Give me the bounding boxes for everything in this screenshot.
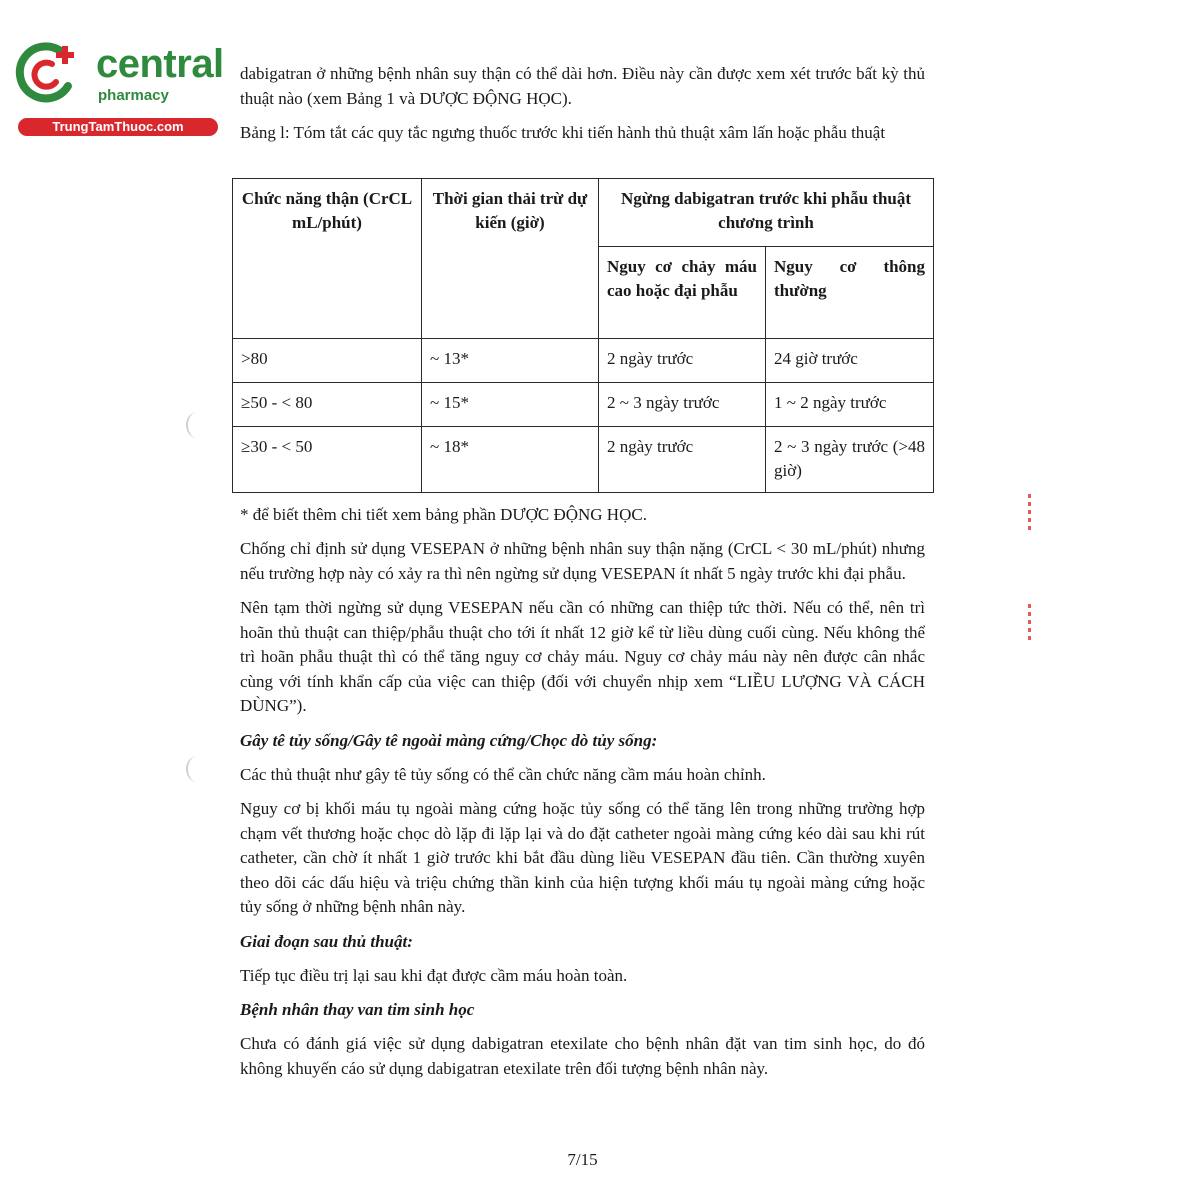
cell-half-life: ~ 15*: [422, 383, 599, 427]
punch-hole-mark: [186, 756, 208, 782]
heading-bioprosthetic-valve: Bệnh nhân thay van tim sinh học: [240, 1000, 475, 1019]
brand-name: central: [96, 42, 224, 86]
header-high-risk: Nguy cơ chảy máu cao hoặc đại phẫu: [599, 247, 766, 339]
cell-renal: ≥30 - < 50: [233, 427, 422, 493]
page-number: 7/15: [567, 1150, 598, 1169]
header-renal: Chức năng thận (CrCL mL/phút): [233, 179, 422, 339]
header-stop-group: Ngừng dabigatran trước khi phẫu thuật chương trình: [599, 179, 934, 247]
edge-mark: [1028, 604, 1031, 640]
paragraph-hematoma-risk: Nguy cơ bị khối máu tụ ngoài màng cứng hoặc tủy sống có thể tăng lên trong những trường hợp chạm vết thương hoặc chọc dò lặp đi lặp lại và do đặt catheter ngoài màng cứng kéo dài sau khi rút catheter, cần chờ ít nhất 1 giờ trước khi bắt đầu dùng liều VESEPAN đầu tiên. Cần thường xuyên theo dõi các dấu hiệu và triệu chứng thần kinh của hiện tượng khối máu tụ ngoài màng cứng hoặc tủy sống ở những bệnh nhân này.: [240, 799, 925, 916]
table-row: [233, 383, 934, 427]
punch-hole-mark: [186, 412, 208, 438]
table-footnote: * để biết thêm chi tiết xem bảng phần DƯỢC ĐỘNG HỌC.: [240, 505, 647, 524]
document-top: [240, 62, 925, 156]
paragraph-interruption: Nên tạm thời ngừng sử dụng VESEPAN nếu cần có những can thiệp tức thời. Nếu có thể, nên trì hoãn thủ thuật can thiệp/phẫu thuật cho tới ít nhất 12 giờ kể từ liều dùng cuối cùng. Nếu không thể trì hoãn phẫu thuật thì có thể tăng nguy cơ chảy máu. Nguy cơ chảy máu này nên được cân nhắc cùng với tính khẩn cấp của việc can thiệp (đối với chuyển nhịp xem “LIỀU LƯỢNG VÀ CÁCH DÙNG”).: [240, 598, 925, 715]
paragraph-spinal-procedures: Các thủ thuật như gây tê tủy sống có thể cần chức năng cầm máu hoàn chỉnh.: [240, 764, 766, 784]
document-body: [240, 537, 925, 1091]
heading-spinal-anesthesia: Gây tê tủy sống/Gây tê ngoài màng cứng/Chọc dò tủy sống:: [240, 730, 658, 750]
cell-high-risk: 2 ~ 3 ngày trước: [599, 383, 766, 427]
site-badge: TrungTamThuoc.com: [18, 118, 218, 136]
paragraph-valve-recommendation: Chưa có đánh giá việc sử dụng dabigatran etexilate cho bệnh nhân đặt van tim sinh học, do đó không khuyến cáo sử dụng dabigatran etexilate trên đối tượng bệnh nhân này.: [240, 1034, 925, 1078]
heading-post-procedure: Giai đoạn sau thủ thuật:: [240, 931, 413, 951]
table-row: [233, 339, 934, 383]
cell-standard-risk: 2 ~ 3 ngày trước (>48 giờ): [766, 427, 934, 493]
brand-logo: [10, 38, 224, 138]
cell-renal: ≥50 - < 80: [233, 383, 422, 427]
cell-high-risk: 2 ngày trước: [599, 427, 766, 493]
central-pharmacy-logo-icon: [10, 38, 82, 110]
discontinuation-table: [232, 178, 934, 493]
cell-renal: >80: [233, 339, 422, 383]
cell-standard-risk: 1 ~ 2 ngày trước: [766, 383, 934, 427]
edge-mark: [1028, 494, 1031, 530]
cell-half-life: ~ 13*: [422, 339, 599, 383]
intro-paragraph: dabigatran ở những bệnh nhân suy thận có thể dài hơn. Điều này cần được xem xét trước bất kỳ thủ thuật nào (xem Bảng 1 và DƯỢC ĐỘNG HỌC).: [240, 64, 925, 108]
header-standard-risk: Nguy cơ thông thường: [766, 247, 934, 339]
table-row: [233, 427, 934, 493]
header-half-life: Thời gian thải trừ dự kiến (giờ): [422, 179, 599, 339]
cell-standard-risk: 24 giờ trước: [766, 339, 934, 383]
cell-half-life: ~ 18*: [422, 427, 599, 493]
cell-high-risk: 2 ngày trước: [599, 339, 766, 383]
paragraph-contraindication: Chống chỉ định sử dụng VESEPAN ở những bệnh nhân suy thận nặng (CrCL < 30 mL/phút) nhưng nếu trường hợp này có xảy ra thì nên ngừng sử dụng VESEPAN ít nhất 5 ngày trước khi đại phẫu.: [240, 539, 925, 583]
brand-subtitle: pharmacy: [98, 87, 169, 104]
table-caption: Bảng l: Tóm tắt các quy tắc ngưng thuốc trước khi tiến hành thủ thuật xâm lấn hoặc phẫu thuật: [240, 123, 886, 142]
paragraph-resume-treatment: Tiếp tục điều trị lại sau khi đạt được cầm máu hoàn toàn.: [240, 965, 628, 985]
